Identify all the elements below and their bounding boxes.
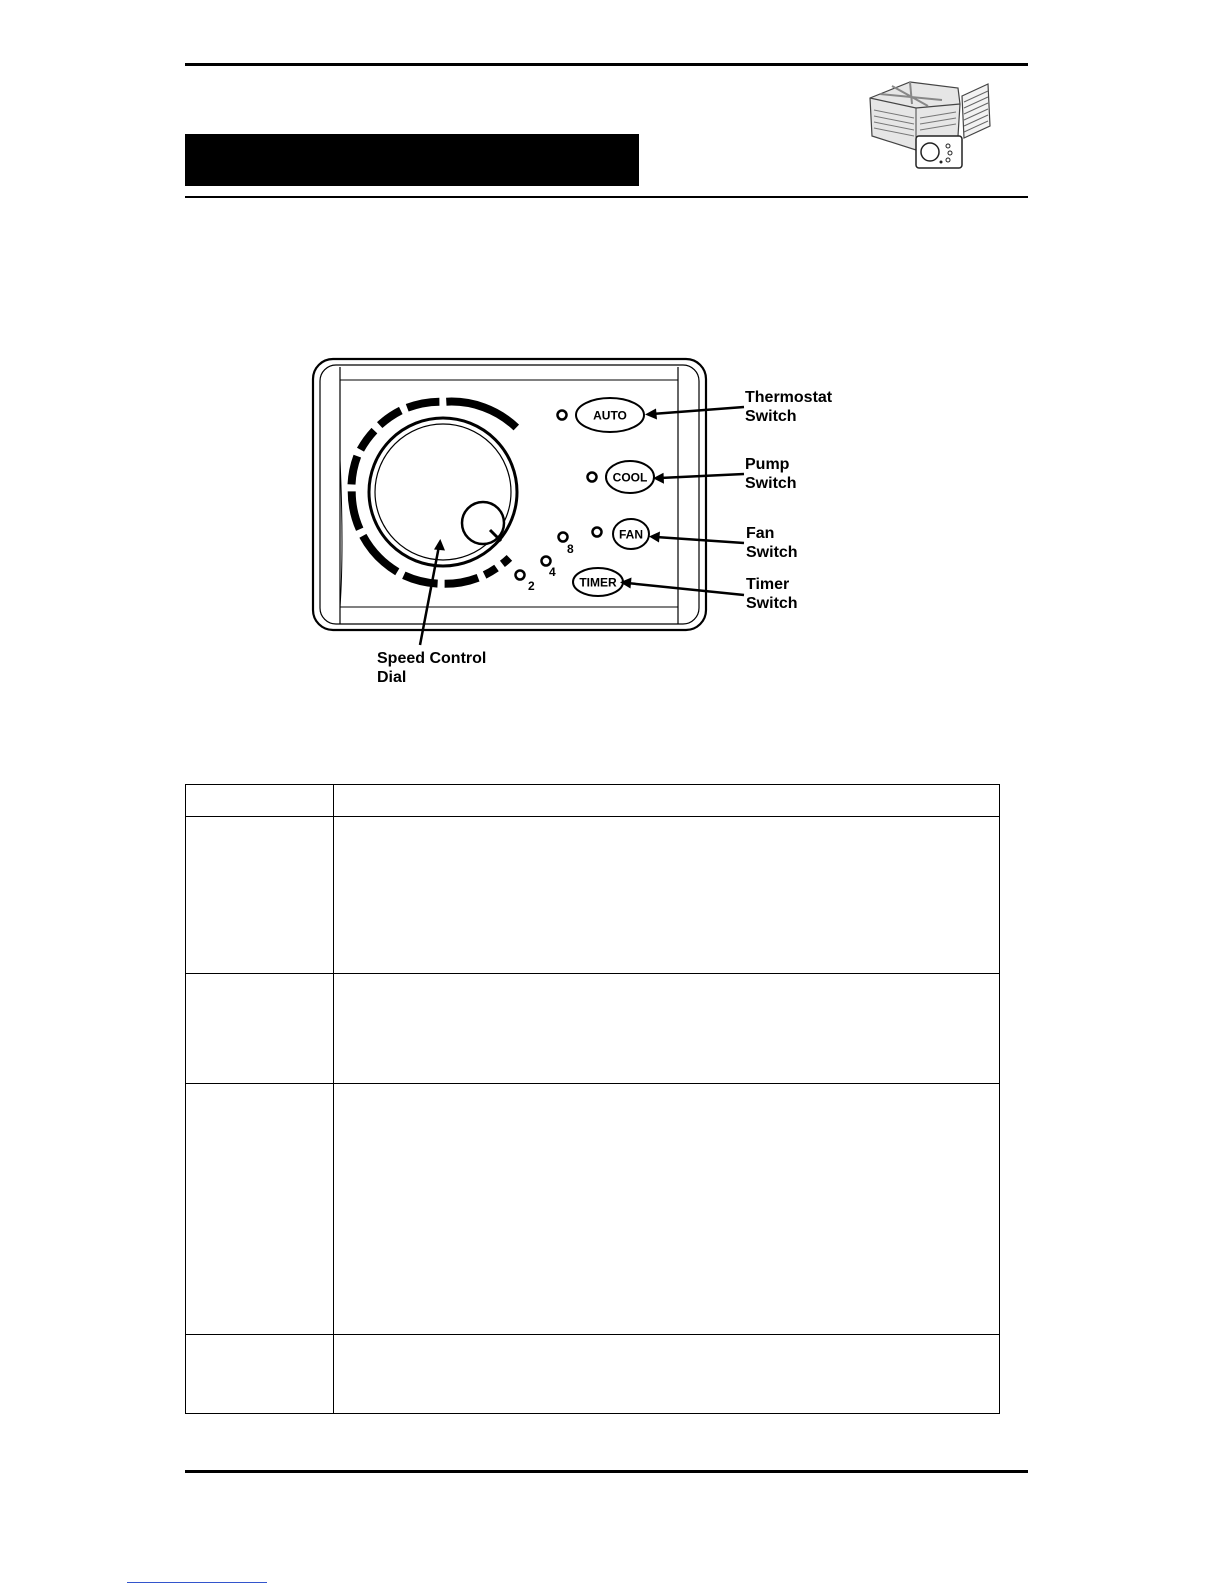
table-row xyxy=(186,817,1000,974)
cool-indicator-led xyxy=(588,473,597,482)
footer-rule xyxy=(185,1470,1028,1473)
timer-2-led xyxy=(516,571,525,580)
thermostat-callout-line1: Thermostat xyxy=(745,389,833,406)
table-header-row xyxy=(186,785,1000,817)
table-cell xyxy=(334,817,1000,974)
speed-callout-line1: Speed Control xyxy=(377,650,487,667)
product-thumbnail xyxy=(862,74,992,172)
timer-button xyxy=(573,568,623,596)
speed-callout-line2: Dial xyxy=(377,669,407,686)
timer-4-label: 4 xyxy=(549,565,556,579)
control-panel-diagram xyxy=(300,350,860,695)
timer-2-label: 2 xyxy=(528,579,535,593)
table-cell xyxy=(186,785,334,817)
timer-8-label: 8 xyxy=(567,542,574,556)
footer-link-underline[interactable] xyxy=(127,1582,267,1583)
pump-callout-line1: Pump xyxy=(745,456,790,473)
cool-button-label: COOL xyxy=(612,470,648,485)
table-row xyxy=(186,1335,1000,1414)
thermostat-callout-line2: Switch xyxy=(745,408,797,425)
header-bottom-rule xyxy=(185,196,1028,198)
fan-button-label: FAN xyxy=(619,527,643,542)
timer-button-label: TIMER xyxy=(579,575,617,590)
timer-callout-line2: Switch xyxy=(746,595,798,612)
table-cell xyxy=(334,785,1000,817)
fan-callout-line1: Fan xyxy=(746,525,775,542)
table-cell xyxy=(186,1084,334,1335)
timer-callout-line1: Timer xyxy=(746,576,790,593)
table-row xyxy=(186,1084,1000,1335)
table-cell xyxy=(334,1335,1000,1414)
cooler-illustration xyxy=(862,74,992,172)
table-cell xyxy=(334,974,1000,1084)
speed-control-dial xyxy=(369,418,517,566)
features-table xyxy=(185,784,1000,1414)
table-cell xyxy=(186,1335,334,1414)
table-cell xyxy=(186,974,334,1084)
table-cell xyxy=(186,817,334,974)
auto-indicator-led xyxy=(558,411,567,420)
control-panel-svg xyxy=(300,350,860,695)
pump-callout-line2: Switch xyxy=(745,475,797,492)
header-top-rule xyxy=(185,63,1028,66)
fan-callout-line2: Switch xyxy=(746,544,798,561)
fan-indicator-led xyxy=(593,528,602,537)
table-row xyxy=(186,974,1000,1084)
section-title-bar xyxy=(185,134,639,186)
auto-button-label: AUTO xyxy=(593,408,627,423)
table-cell xyxy=(334,1084,1000,1335)
timer-8-led xyxy=(559,533,568,542)
